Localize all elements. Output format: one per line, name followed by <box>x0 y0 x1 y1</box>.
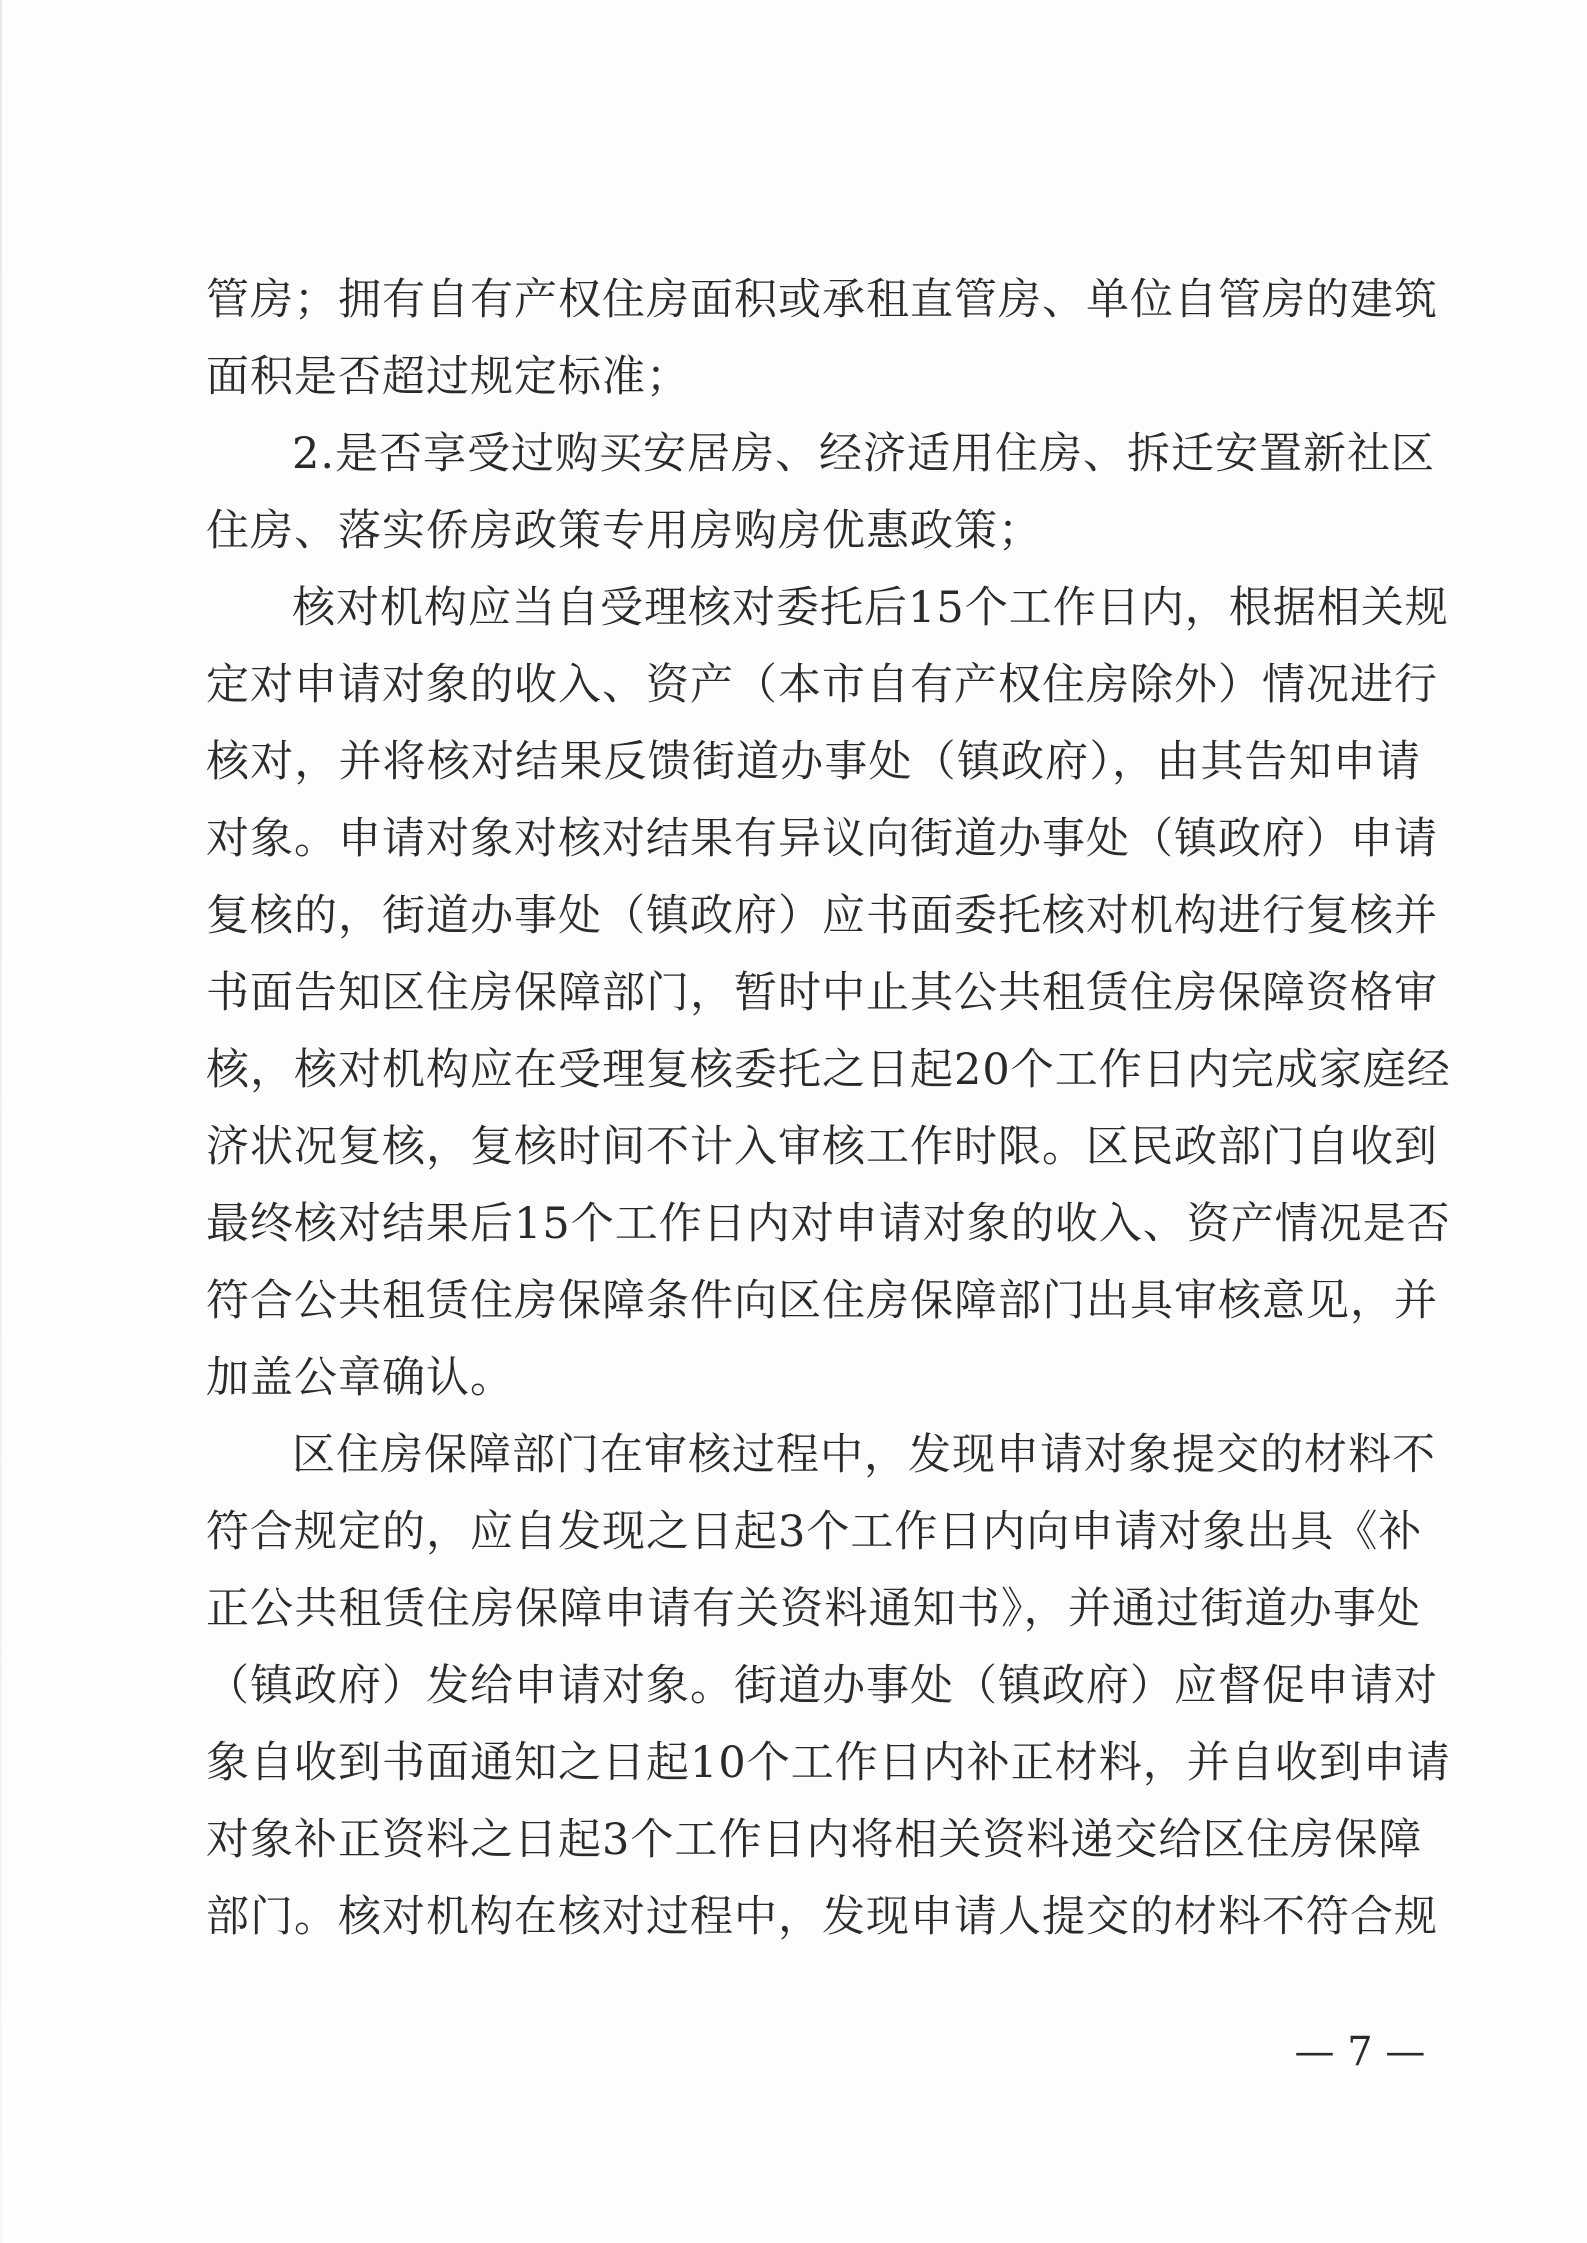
text-line: 象自收到书面通知之日起10个工作日内补正材料，并自收到申请 <box>206 1738 1451 1788</box>
text-line: 核，核对机构应在受理复核委托之日起20个工作日内完成家庭经 <box>206 1045 1451 1095</box>
text-line: 住房、落实侨房政策专用房购房优惠政策； <box>206 506 1042 556</box>
text-line: 对象。申请对象对核对结果有异议向街道办事处（镇政府）申请 <box>206 814 1438 864</box>
text-line: 2.是否享受过购买安居房、经济适用住房、拆迁安置新社区 <box>292 429 1436 479</box>
text-line: （镇政府）发给申请对象。街道办事处（镇政府）应督促申请对 <box>206 1661 1438 1711</box>
text-line: 管房；拥有自有产权住房面积或承租直管房、单位自管房的建筑 <box>206 275 1438 325</box>
text-line: 区住房保障部门在审核过程中，发现申请对象提交的材料不 <box>292 1430 1436 1480</box>
text-line: 正公共租赁住房保障申请有关资料通知书》，并通过街道办事处 <box>206 1584 1421 1634</box>
text-line: 定对申请对象的收入、资产（本市自有产权住房除外）情况进行 <box>206 660 1438 710</box>
text-line: 复核的，街道办事处（镇政府）应书面委托核对机构进行复核并 <box>206 891 1438 941</box>
text-line: 书面告知区住房保障部门，暂时中止其公共租赁住房保障资格审 <box>206 968 1438 1018</box>
text-line: 核对，并将核对结果反馈街道办事处（镇政府），由其告知申请 <box>206 737 1421 787</box>
text-line: 对象补正资料之日起3个工作日内将相关资料递交给区住房保障 <box>206 1815 1423 1865</box>
page-number: — 7 — <box>1294 2029 1426 2075</box>
text-line: 符合规定的，应自发现之日起3个工作日内向申请对象出具《补 <box>206 1507 1423 1557</box>
text-line: 面积是否超过规定标准； <box>206 352 690 402</box>
text-line: 核对机构应当自受理核对委托后15个工作日内，根据相关规 <box>292 583 1449 633</box>
text-line: 济状况复核，复核时间不计入审核工作时限。区民政部门自收到 <box>206 1122 1438 1172</box>
text-line: 部门。核对机构在核对过程中，发现申请人提交的材料不符合规 <box>206 1892 1438 1942</box>
body-text <box>206 262 1451 1956</box>
text-line: 加盖公章确认。 <box>206 1353 514 1403</box>
text-line: 最终核对结果后15个工作日内对申请对象的收入、资产情况是否 <box>206 1199 1451 1249</box>
text-line: 符合公共租赁住房保障条件向区住房保障部门出具审核意见，并 <box>206 1276 1438 1326</box>
scan-edge <box>0 0 2 2243</box>
